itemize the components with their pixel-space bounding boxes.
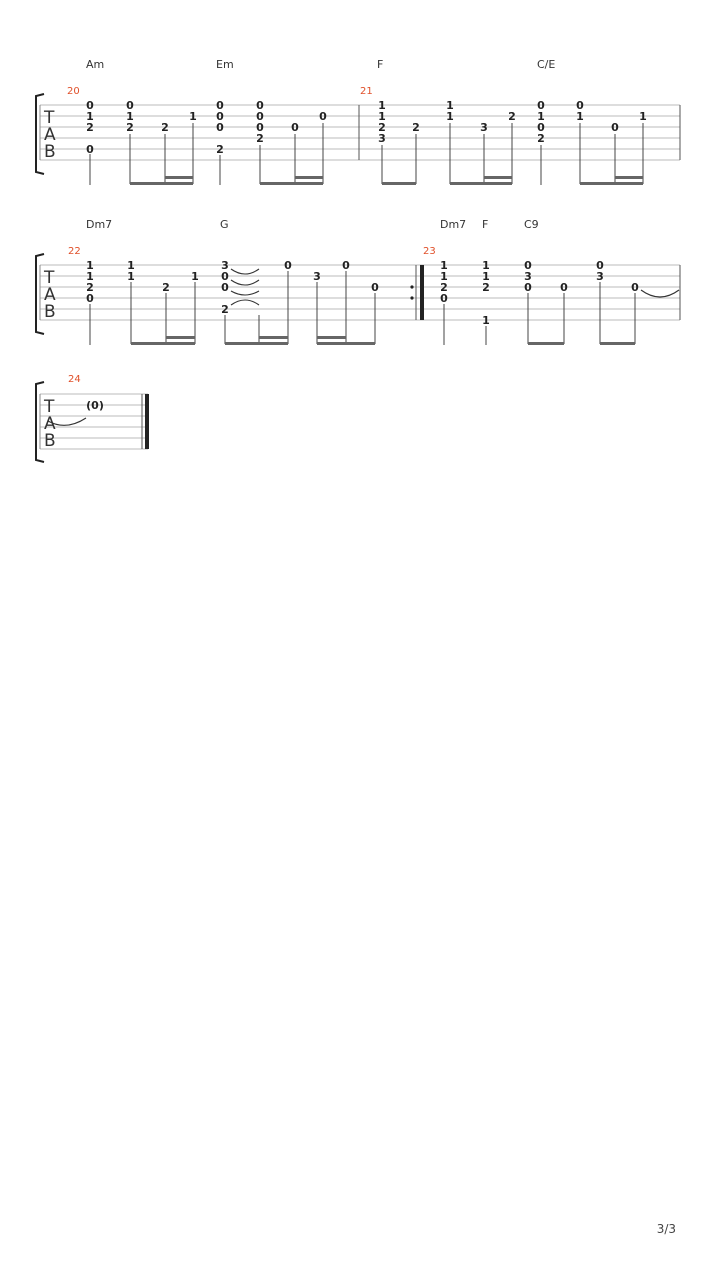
chord-symbol: Am bbox=[86, 58, 105, 71]
chord-symbol: G bbox=[220, 218, 229, 231]
rhythm-stems bbox=[90, 271, 635, 345]
fret-number: 1 bbox=[482, 314, 490, 327]
fret-number: 0 bbox=[319, 110, 327, 123]
fret-number: 2 bbox=[537, 132, 545, 145]
rhythm-beams bbox=[130, 176, 643, 185]
measure-number: 22 bbox=[68, 246, 81, 257]
fret-number: 2 bbox=[86, 121, 94, 134]
fret-number: 0 bbox=[256, 99, 264, 112]
fret-number: 0 bbox=[560, 281, 568, 294]
fret-number: 0 bbox=[256, 121, 264, 134]
fret-number: 2 bbox=[412, 121, 420, 134]
fret-number: 0 bbox=[86, 292, 94, 305]
fret-number: 1 bbox=[537, 110, 545, 123]
fret-number: 2 bbox=[440, 281, 448, 294]
fret-number: 1 bbox=[191, 270, 199, 283]
chord-symbol: C/E bbox=[537, 58, 556, 71]
fret-number: 0 bbox=[596, 259, 604, 272]
tab-clef-b: B bbox=[44, 302, 56, 322]
fret-number: 0 bbox=[440, 292, 448, 305]
fret-number: 3 bbox=[480, 121, 488, 134]
fret-number: 1 bbox=[446, 99, 454, 112]
measure-number: 21 bbox=[360, 86, 373, 97]
fret-number: 1 bbox=[127, 270, 135, 283]
fret-number: 0 bbox=[537, 121, 545, 134]
staff-lines bbox=[40, 105, 680, 160]
fret-number: 3 bbox=[313, 270, 321, 283]
fret-number: 0 bbox=[291, 121, 299, 134]
fret-number: 3 bbox=[524, 270, 532, 283]
chord-symbol: C9 bbox=[524, 218, 539, 231]
system-3 bbox=[36, 374, 149, 462]
tab-clef-t: T bbox=[44, 397, 55, 417]
fret-number: 0 bbox=[216, 121, 224, 134]
tab-clef-t: T bbox=[44, 268, 55, 288]
fret-number: 1 bbox=[446, 110, 454, 123]
fret-number: (0) bbox=[86, 399, 104, 412]
fret-number: 1 bbox=[189, 110, 197, 123]
fret-number: 1 bbox=[482, 259, 490, 272]
fret-number: 0 bbox=[86, 99, 94, 112]
rhythm-beams bbox=[131, 336, 635, 345]
fret-number: 2 bbox=[378, 121, 386, 134]
measure-number: 23 bbox=[423, 246, 436, 257]
fret-number: 1 bbox=[440, 259, 448, 272]
fret-number: 3 bbox=[596, 270, 604, 283]
fret-number: 0 bbox=[631, 281, 639, 294]
fret-number: 0 bbox=[611, 121, 619, 134]
final-barline bbox=[142, 394, 149, 449]
tab-clef-a: A bbox=[44, 414, 56, 434]
tab-clef-b: B bbox=[44, 142, 56, 162]
fret-number: 1 bbox=[378, 99, 386, 112]
fret-number: 2 bbox=[221, 303, 229, 316]
fret-number: 1 bbox=[440, 270, 448, 283]
fret-number: 2 bbox=[161, 121, 169, 134]
repeat-start-barline bbox=[410, 265, 424, 320]
measure-notes bbox=[86, 399, 104, 412]
fret-number: 0 bbox=[371, 281, 379, 294]
rhythm-stems bbox=[90, 123, 643, 185]
chord-symbol: Dm7 bbox=[86, 218, 113, 231]
fret-number: 2 bbox=[162, 281, 170, 294]
fret-number: 0 bbox=[576, 99, 584, 112]
fret-number: 0 bbox=[284, 259, 292, 272]
fret-number: 1 bbox=[86, 110, 94, 123]
chord-symbol: F bbox=[482, 218, 489, 231]
fret-number: 2 bbox=[86, 281, 94, 294]
fret-number: 0 bbox=[524, 259, 532, 272]
fret-number: 1 bbox=[639, 110, 647, 123]
fret-number: 2 bbox=[508, 110, 516, 123]
fret-number: 0 bbox=[537, 99, 545, 112]
fret-number: 3 bbox=[378, 132, 386, 145]
measure-notes bbox=[440, 259, 639, 327]
chord-symbol: Dm7 bbox=[440, 218, 467, 231]
fret-number: 1 bbox=[378, 110, 386, 123]
staff-lines bbox=[40, 265, 680, 320]
page-number: 3/3 bbox=[656, 1222, 676, 1236]
fret-number: 2 bbox=[126, 121, 134, 134]
measure-number: 24 bbox=[68, 374, 81, 385]
fret-number: 3 bbox=[221, 259, 229, 272]
fret-number: 1 bbox=[126, 110, 134, 123]
fret-number: 1 bbox=[86, 270, 94, 283]
fret-number: 1 bbox=[482, 270, 490, 283]
fret-number: 0 bbox=[342, 259, 350, 272]
fret-number: 1 bbox=[86, 259, 94, 272]
fret-number: 0 bbox=[216, 110, 224, 123]
system-1 bbox=[36, 58, 680, 185]
fret-number: 0 bbox=[524, 281, 532, 294]
tab-clef-b: B bbox=[44, 431, 56, 451]
fret-number: 0 bbox=[221, 281, 229, 294]
system-2 bbox=[36, 218, 680, 345]
fret-number: 0 bbox=[216, 99, 224, 112]
tab-clef-t: T bbox=[44, 108, 55, 128]
fret-number: 2 bbox=[256, 132, 264, 145]
fret-number: 2 bbox=[216, 143, 224, 156]
fret-number: 2 bbox=[482, 281, 490, 294]
fret-number: 0 bbox=[86, 143, 94, 156]
measure-number: 20 bbox=[67, 86, 80, 97]
chord-symbol: Em bbox=[216, 58, 234, 71]
tab-clef-a: A bbox=[44, 125, 56, 145]
fret-number: 1 bbox=[576, 110, 584, 123]
chord-symbol: F bbox=[377, 58, 384, 71]
fret-number: 0 bbox=[126, 99, 134, 112]
fret-number: 0 bbox=[256, 110, 264, 123]
fret-number: 0 bbox=[221, 270, 229, 283]
fret-number: 1 bbox=[127, 259, 135, 272]
tab-clef-a: A bbox=[44, 285, 56, 305]
